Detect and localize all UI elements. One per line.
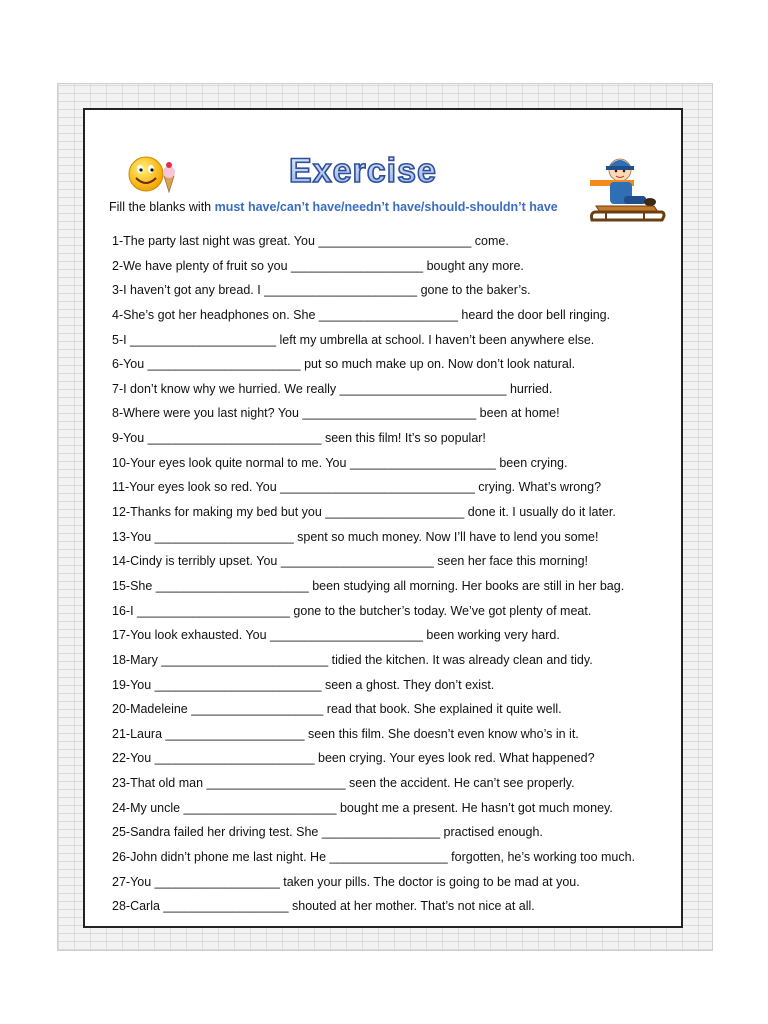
exercise-item: 22-You _______________________ been crying. Your eyes look red. What happened? bbox=[112, 751, 595, 766]
exercise-item: 1-The party last night was great. You ______________________ come. bbox=[112, 234, 509, 248]
exercise-item: 9-You _________________________ seen this film! It’s so popular! bbox=[112, 431, 486, 446]
exercise-item: 7-I don’t know why we hurried. We really ________________________ hurried. bbox=[112, 381, 553, 396]
exercise-list bbox=[112, 230, 635, 920]
exercise-item: 17-You look exhausted. You ______________________ been working very hard. bbox=[112, 628, 560, 643]
exercise-title-text: Exercise bbox=[289, 152, 437, 190]
exercise-item: 27-You __________________ taken your pills. The doctor is going to be mad at you. bbox=[112, 874, 580, 889]
exercise-item: 26-John didn’t phone me last night. He _________________ forgotten, he’s working too much. bbox=[112, 850, 636, 865]
exercise-item: 23-That old man ____________________ seen the accident. He can’t see properly. bbox=[112, 776, 575, 791]
exercise-item: 20-Madeleine ___________________ read that book. She explained it quite well. bbox=[112, 702, 562, 717]
smiley-ice-cream-icon bbox=[128, 150, 176, 194]
instructions-prefix: Fill the blanks with bbox=[109, 200, 215, 214]
exercise-item: 2-We have plenty of fruit so you ___________________ bought any more. bbox=[112, 258, 524, 273]
exercise-item: 15-She ______________________ been studying all morning. Her books are still in her bag. bbox=[112, 578, 625, 593]
exercise-item: 4-She’s got her headphones on. She ____________________ heard the door bell ringing. bbox=[112, 307, 611, 322]
exercise-item: 21-Laura ____________________ seen this film. She doesn’t even know who’s in it. bbox=[112, 726, 579, 741]
exercise-item: 12-Thanks for making my bed but you ____________________ done it. I usually do it later. bbox=[112, 505, 616, 520]
exercise-item: 25-Sandra failed her driving test. She _________________ practised enough. bbox=[112, 825, 543, 840]
exercise-item: 16-I ______________________ gone to the butcher’s today. We’ve got plenty of meat. bbox=[112, 603, 592, 618]
exercise-item: 3-I haven’t got any bread. I ______________________ gone to the baker’s. bbox=[112, 283, 531, 298]
exercise-item: 13-You ____________________ spent so much money. Now I’ll have to lend you some! bbox=[112, 529, 599, 544]
exercise-item: 28-Carla __________________ shouted at her mother. That’s not nice at all. bbox=[112, 899, 535, 914]
exercise-title bbox=[258, 148, 468, 192]
instructions bbox=[109, 200, 558, 214]
boy-on-sled-icon bbox=[582, 150, 666, 232]
exercise-item: 6-You ______________________ put so much make up on. Now don’t look natural. bbox=[112, 357, 576, 372]
exercise-item: 10-Your eyes look quite normal to me. You _____________________ been crying. bbox=[112, 455, 568, 470]
exercise-item: 8-Where were you last night? You _________________________ been at home! bbox=[112, 406, 560, 421]
exercise-item: 24-My uncle ______________________ bought me a present. He hasn’t got much money. bbox=[112, 800, 613, 815]
exercise-item: 19-You ________________________ seen a ghost. They don’t exist. bbox=[112, 677, 495, 692]
exercise-item: 11-Your eyes look so red. You ____________________________ crying. What’s wrong? bbox=[112, 480, 602, 495]
instructions-highlight: must have/can’t have/needn’t have/should-shouldn’t have bbox=[214, 200, 558, 214]
exercise-item: 5-I _____________________ left my umbrella at school. I haven’t been anywhere else. bbox=[112, 332, 595, 347]
exercise-item: 14-Cindy is terribly upset. You ______________________ seen her face this morning! bbox=[112, 554, 589, 569]
exercise-item: 18-Mary ________________________ tidied the kitchen. It was already clean and tidy. bbox=[112, 652, 593, 667]
